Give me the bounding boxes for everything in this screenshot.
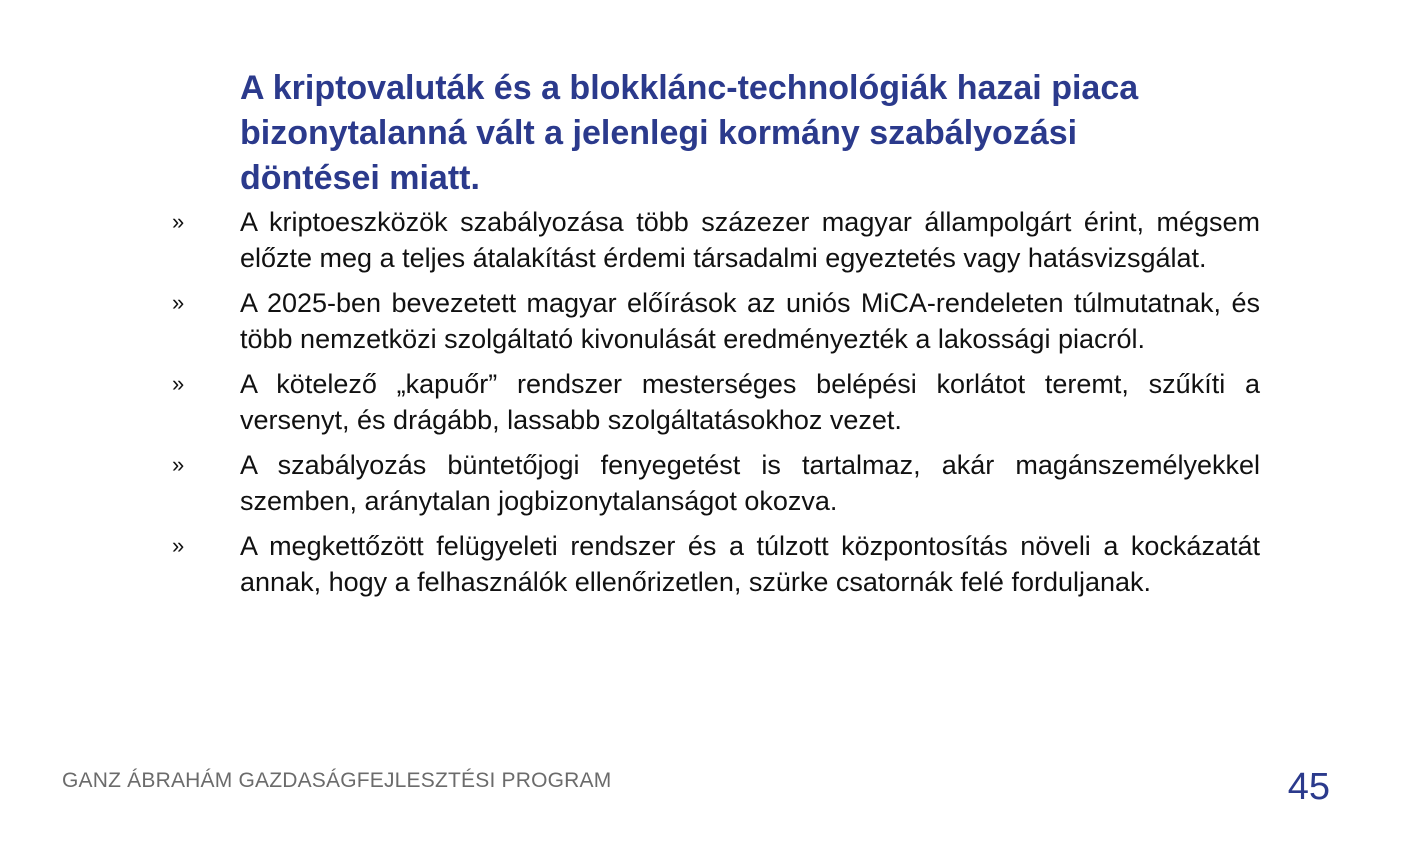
bullet-text-5: A megkettőzött felügyeleti rendszer és a túlzott központosítás növeli a kockázatát annak, hogy a felhasználók ellenőrizetlen, szürke csatornák felé forduljanak. [240,531,1260,597]
bullet-marker-icon: » [172,533,185,558]
bullet-text-1: A kriptoeszközök szabályozása több százezer magyar állampolgárt érint, mégsem előzte meg a teljes átalakítást érdemi társadalmi egyeztetés vagy hatásvizsgálat. [240,207,1260,273]
footer-program-name: GANZ ÁBRAHÁM GAZDASÁGFEJLESZTÉSI PROGRAM [62,769,612,792]
bullet-marker-icon: » [172,371,185,396]
bullet-item-3 [172,366,1260,438]
section-heading: A kriptovaluták és a blokklánc-technológiák hazai piaca bizonytalanná vált a jelenlegi kormány szabályozási döntései miatt. [240,69,1139,197]
bullet-marker-icon: » [172,209,185,234]
bullet-item-1 [172,204,1260,276]
bullet-item-2 [172,285,1260,357]
bullet-marker-icon: » [172,290,185,315]
bullet-item-4 [172,447,1260,519]
page-number: 45 [1287,766,1330,808]
bullet-text-2: A 2025-ben bevezetett magyar előírások az uniós MiCA-rendeleten túlmutatnak, és több nemzetközi szolgáltató kivonulását eredményezték a lakossági piacról. [240,288,1260,354]
bullet-marker-icon: » [172,452,185,477]
bullet-item-5 [172,528,1260,600]
bullet-text-4: A szabályozás büntetőjogi fenyegetést is tartalmaz, akár magánszemélyekkel szemben, aránytalan jogbizonytalanságot okozva. [240,450,1260,516]
bullet-text-3: A kötelező „kapuőr” rendszer mesterséges belépési korlátot teremt, szűkíti a versenyt, és drágább, lassabb szolgáltatásokhoz vezet. [240,369,1260,435]
bullet-list [172,204,1260,609]
